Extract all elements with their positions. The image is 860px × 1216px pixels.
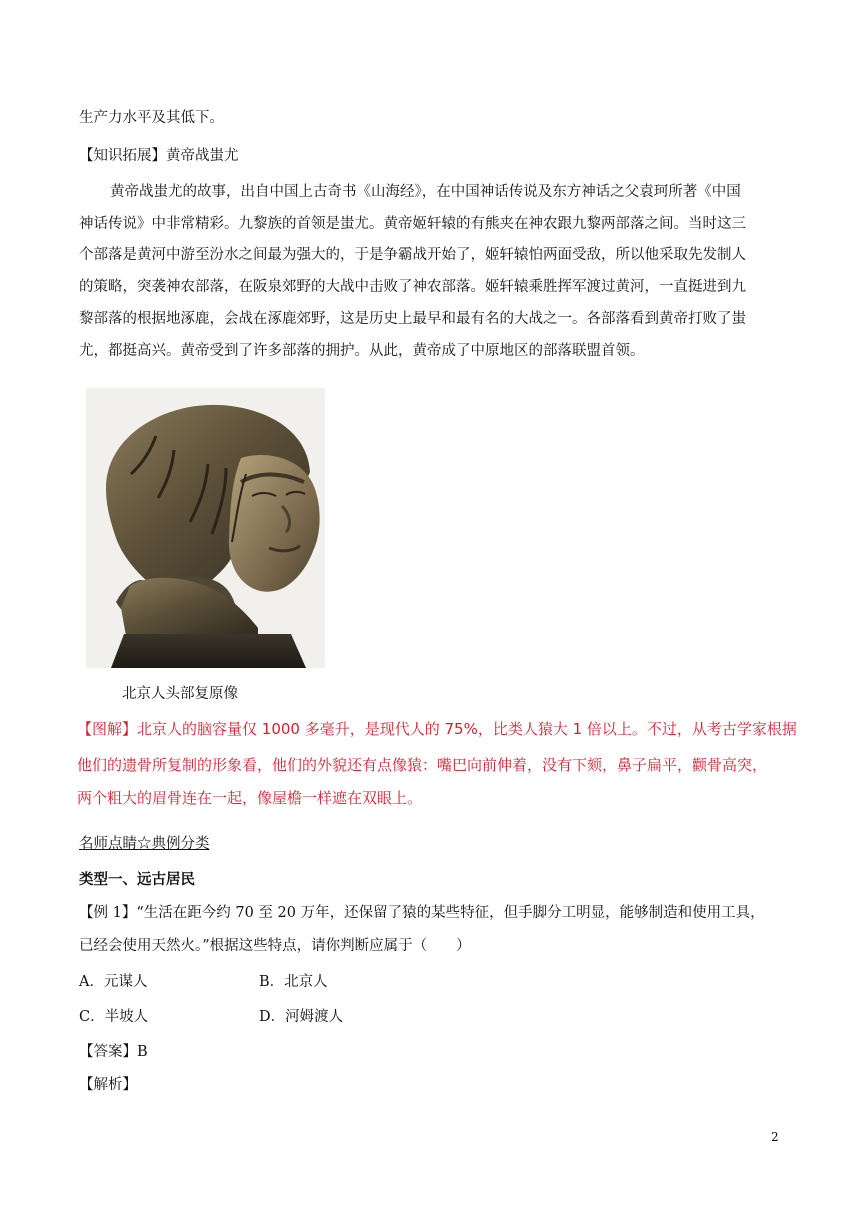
- option-a: A．元谋人: [79, 974, 148, 990]
- option-b: B．北京人: [259, 974, 328, 990]
- diagram-note-line-3: 两个粗大的眉骨连在一起，像屋檐一样遮在双眼上。: [77, 789, 423, 807]
- knowledge-extension-title: 【知识拓展】黄帝战蚩尤: [79, 148, 239, 164]
- paragraph-line-3: 个部落是黄河中游至汾水之间最为强大的，于是争霸战开始了，姬轩辕怕两面受敌，所以他采取先发制人: [79, 247, 746, 263]
- diagram-note-line-1: 【图解】北京人的脑容量仅 1000 多毫升，是现代人的 75%，比类人猿大 1 倍以上。不过，从考古学家根据: [77, 720, 797, 738]
- page-number: 2: [771, 1130, 779, 1144]
- option-c: C．半坡人: [79, 1009, 149, 1025]
- analysis-label: 【解析】: [79, 1077, 137, 1093]
- example-question-line-1: 【例 1】“生活在距今约 70 至 20 万年，还保留了猿的某些特征，但手脚分工明显，能够制造和使用工具，: [79, 905, 765, 921]
- type-title: 类型一、远古居民: [79, 871, 195, 888]
- paragraph-line-5: 黎部落的根据地涿鹿，会战在涿鹿郊野，这是历史上最早和最有名的大战之一。各部落看到黄帝打败了蚩: [79, 311, 746, 327]
- bust-illustration: [86, 388, 325, 668]
- example-question-line-2: 已经会使用天然火。”根据这些特点，请你判断应属于（ ）: [79, 938, 471, 954]
- paragraph-line-2: 神话传说》中非常精彩。九黎族的首领是蚩尤。黄帝姬轩辕的有熊夹在神农跟九黎两部落之间。当时这三: [79, 216, 746, 232]
- image-caption: 北京人头部复原像: [122, 686, 238, 702]
- paragraph-line-1: 黄帝战蚩尤的故事，出自中国上古奇书《山海经》，在中国神话传说及东方神话之父袁珂所著《中国: [110, 184, 741, 200]
- option-d: D．河姆渡人: [259, 1009, 344, 1025]
- paragraph-line-6: 尤，都挺高兴。黄帝受到了许多部落的拥护。从此，黄帝成了中原地区的部落联盟首领。: [79, 343, 645, 359]
- diagram-note-line-2: 他们的遗骨所复制的形象看，他们的外貌还有点像猿：嘴巴向前伸着，没有下颏，鼻子扁平，颧骨高突，: [77, 756, 768, 774]
- paragraph-line-4: 的策略，突袭神农部落，在阪泉郊野的大战中击败了神农部落。姬轩辕乘胜挥军渡过黄河，一直挺进到九: [79, 279, 746, 295]
- peking-man-bust-image: [86, 388, 325, 668]
- text-line-productivity: 生产力水平及其低下。: [79, 110, 224, 126]
- section-title: 名师点睛☆典例分类: [79, 836, 210, 852]
- answer-line: 【答案】B: [79, 1044, 148, 1060]
